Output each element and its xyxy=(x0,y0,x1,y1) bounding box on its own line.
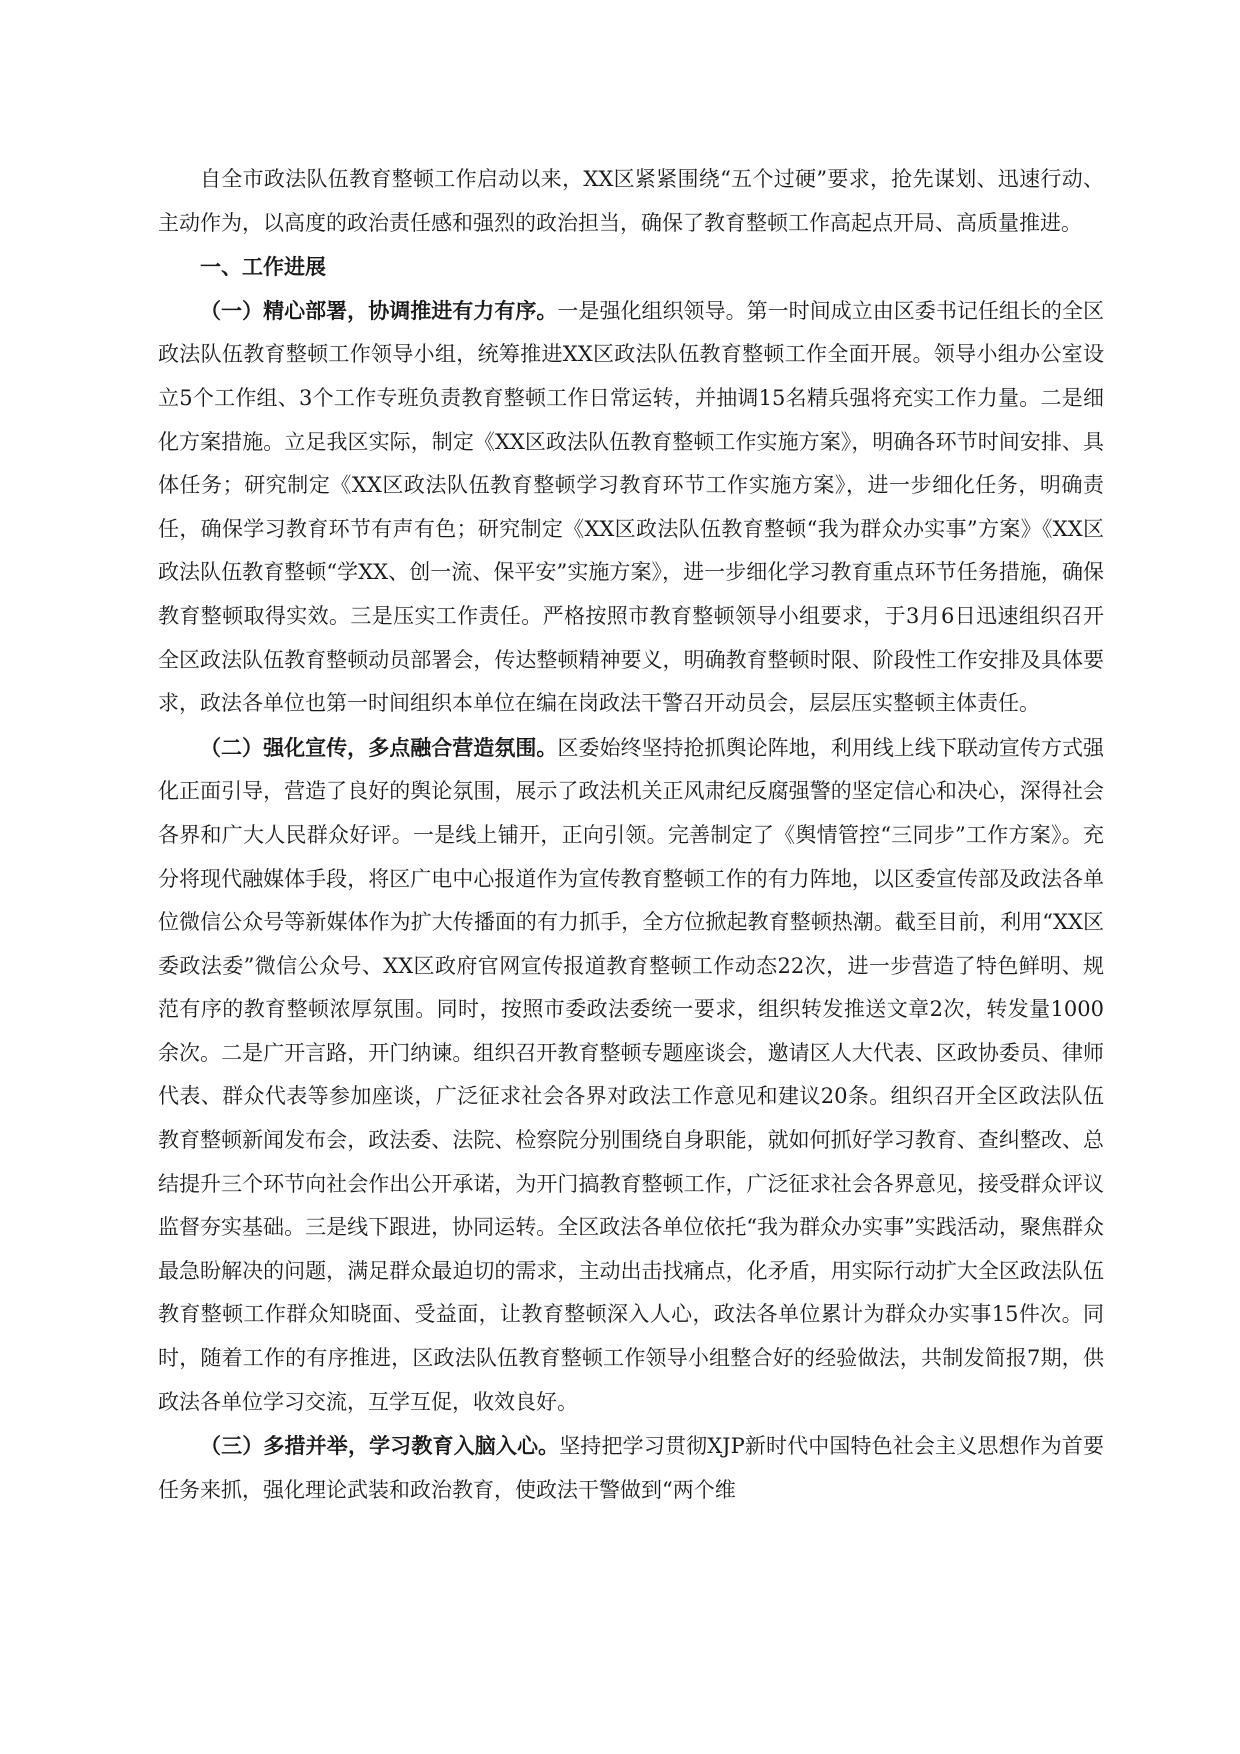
subsection-2-title: （二）强化宣传，多点融合营造氛围。 xyxy=(200,734,558,760)
subsection-1-paragraph xyxy=(158,289,1104,726)
subsection-2-body: 区委始终坚持抢抓舆论阵地，利用线上线下联动宣传方式强化正面引导，营造了良好的舆论氛围，展示了政法机关正风肃纪反腐强警的坚定信心和决心，深得社会各界和广大人民群众好评。一是线上铺开，正向引领。完善制定了《舆情管控“三同步”工作方案》。充分将现代融媒体手段，将区广电中心报道作为宣传教育整顿工作的有力阵地，以区委宣传部及政法各单位微信公众号等新媒体作为扩大传播面的有力抓手，全方位掀起教育整顿热潮。截至目前，利用“XX区委政法委”微信公众号、XX区政府官网宣传报道教育整顿工作动态22次，进一步营造了特色鲜明、规范有序的教育整顿浓厚氛围。同时，按照市委政法委统一要求，组织转发推送文章2次，转发量1000余次。二是广开言路，开门纳谏。组织召开教育整顿专题座谈会，邀请区人大代表、区政协委员、律师代表、群众代表等参加座谈，广泛征求社会各界对政法工作意见和建议20条。组织召开全区政法队伍教育整顿新闻发布会，政法委、法院、检察院分别围绕自身职能，就如何抓好学习教育、查纠整改、总结提升三个环节向社会作出公开承诺，为开门搞教育整顿工作，广泛征求社会各界意见，接受群众评议监督夯实基础。三是线下跟进，协同运转。全区政法各单位依托“我为群众办实事”实践活动，聚焦群众最急盼解决的问题，满足群众最迫切的需求，主动出击找痛点，化矛盾，用实际行动扩大全区政法队伍教育整顿工作群众知晓面、受益面，让教育整顿深入人心，政法各单位累计为群众办实事15件次。同时，随着工作的有序推进，区政法队伍教育整顿工作领导小组整合好的经验做法，共制发简报7期，供政法各单位学习交流，互学互促，收效良好。 xyxy=(158,735,1104,1414)
subsection-2-paragraph xyxy=(158,726,1104,1425)
subsection-3-paragraph xyxy=(158,1424,1104,1512)
subsection-3-title: （三）多措并举，学习教育入脑入心。 xyxy=(200,1433,560,1459)
section-heading-work-progress: 一、工作进展 xyxy=(200,254,326,280)
subsection-3-body: 坚持把学习贯彻XJP新时代中国特色社会主义思想作为首要任务来抓，强化理论武装和政治教育，使政法干警做到“两个维 xyxy=(158,1434,1104,1502)
subsection-1-title: （一）精心部署，协调推进有力有序。 xyxy=(200,297,558,323)
intro-paragraph: 自全市政法队伍教育整顿工作启动以来，XX区紧紧围绕“五个过硬”要求，抢先谋划、迅速行动、主动作为，以高度的政治责任感和强烈的政治担当，确保了教育整顿工作高起点开局、高质量推进。 xyxy=(158,167,1104,235)
subsection-1-body: 一是强化组织领导。第一时间成立由区委书记任组长的全区政法队伍教育整顿工作领导小组，统筹推进XX区政法队伍教育整顿工作全面开展。领导小组办公室设立5个工作组、3个工作专班负责教育整顿工作日常运转，并抽调15名精兵强将充实工作力量。二是细化方案措施。立足我区实际，制定《XX区政法队伍教育整顿工作实施方案》，明确各环节时间安排、具体任务；研究制定《XX区政法队伍教育整顿学习教育环节工作实施方案》，进一步细化任务，明确责任，确保学习教育环节有声有色；研究制定《XX区政法队伍教育整顿“我为群众办实事”方案》《XX区政法队伍教育整顿“学XX、创一流、保平安”实施方案》，进一步细化学习教育重点环节任务措施，确保教育整顿取得实效。三是压实工作责任。严格按照市教育整顿领导小组要求，于3月6日迅速组织召开全区政法队伍教育整顿动员部署会，传达整顿精神要义，明确教育整顿时限、阶段性工作安排及具体要求，政法各单位也第一时间组织本单位在编在岗政法干警召开动员会，层层压实整顿主体责任。 xyxy=(158,298,1104,716)
